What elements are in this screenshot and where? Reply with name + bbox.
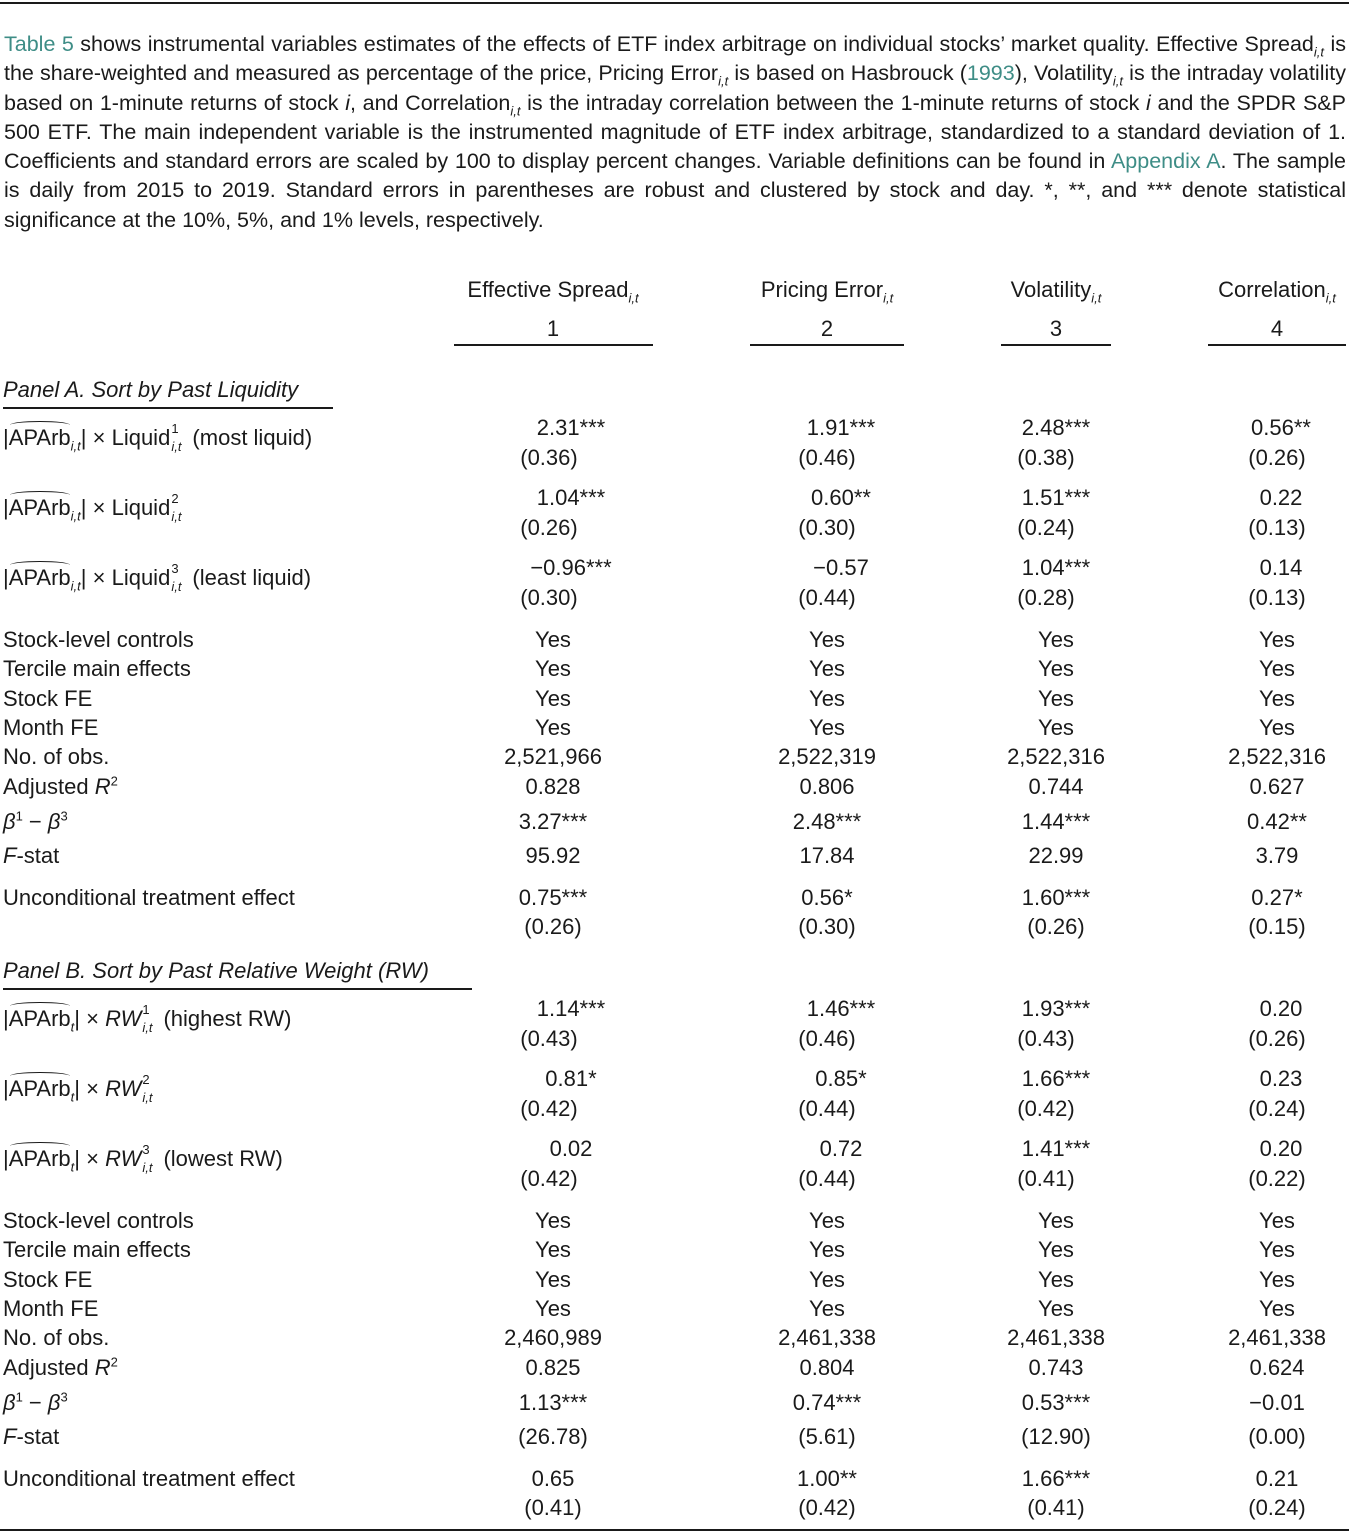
control-value: Yes (535, 627, 571, 652)
control-value: 2,522,316 (1007, 744, 1105, 770)
coefficient: 0.23 (1259, 1066, 1303, 1091)
control-value: Yes (535, 1237, 571, 1263)
unconditional-coef: 1.66*** (1021, 1465, 1091, 1491)
table-caption: Table 5 shows instrumental variables estimates of the effects of ETF index arbitrage on individual stocks’ market quality. Effective Spread$_{i,t}$ is the share-weighted and measured as percentage of the price, Pricing Error$_{i,t}$ is based on Hasbrouck (1993), Volatility$_{i,t}$ is the intraday volatility based on 1-minute returns of stock i, and Correlation$_{i,t}$ is the intraday correlation between the 1-minute returns of stock i and the SPDR S&P 500 ETF. The main independent variable is the instrumented magnitude of ETF index arbitrage, standardized to a standard deviation of 1. Coefficients and standard errors are scaled by 100 to display percent changes. Variable definitions can be found in Appendix A. The sample is daily from 2015 to 2019. Standard errors in parentheses are robust and clustered by stock and day. *, **, and *** denote statistical significance at the 10%, 5%, and 1% levels, respectively. (4, 32, 1347, 232)
control-value: Yes (809, 1266, 845, 1292)
row-label: |APArb$_{i,t}$| × Liquid 2 i,t (3, 491, 182, 524)
control-value: Yes (1038, 656, 1074, 682)
coefficient: 1.51*** (1021, 485, 1091, 510)
fstat-value: (0.00) (1248, 1423, 1306, 1449)
control-value: Yes (1259, 627, 1295, 652)
coefficient: 0.56** (1251, 415, 1311, 440)
control-label: Adjusted $R^2$ (3, 1354, 118, 1380)
column-number: 3 (1049, 316, 1063, 341)
panel-b-title-underline (3, 988, 472, 990)
column-header: Pricing Error$_{i,t}$ (760, 277, 894, 306)
control-value: Yes (1038, 685, 1074, 711)
control-value: 2,522,316 (1228, 744, 1326, 770)
control-value: Yes (535, 656, 571, 682)
beta-diff-value: 0.74*** (792, 1389, 862, 1415)
beta-diff-value: 2.48*** (792, 808, 862, 834)
control-value: Yes (1259, 1208, 1295, 1233)
standard-error: (0.30) (798, 515, 856, 540)
standard-error: (0.26) (1248, 1026, 1306, 1051)
standard-error: (0.24) (1248, 1096, 1306, 1121)
standard-error: (0.22) (1248, 1166, 1306, 1191)
beta-diff-value: 1.44*** (1021, 808, 1091, 834)
standard-error: (0.38) (1017, 445, 1075, 470)
coefficient: 1.93*** (1021, 996, 1091, 1021)
control-value: Yes (1038, 714, 1074, 740)
unconditional-coef: 0.75*** (518, 884, 588, 910)
standard-error: (0.42) (520, 1096, 578, 1121)
standard-error: (0.44) (798, 1096, 856, 1121)
control-value: Yes (809, 1295, 845, 1321)
coefficient: 1.46*** (806, 996, 876, 1021)
table-link[interactable]: Table 5 (4, 32, 74, 56)
control-label: Stock-level controls (3, 627, 194, 652)
standard-error: (0.41) (1017, 1166, 1075, 1191)
coefficient: 1.14*** (536, 996, 606, 1021)
unconditional-se: (0.24) (1248, 1494, 1306, 1520)
control-value: Yes (535, 685, 571, 711)
unconditional-se: (0.41) (524, 1494, 582, 1520)
control-value: Yes (535, 1266, 571, 1292)
unconditional-se: (0.26) (1027, 913, 1085, 939)
control-value: 2,521,966 (504, 744, 602, 770)
row-label: |APArb$_t$| × RW 2 i,t (3, 1072, 153, 1105)
standard-error: (0.28) (1017, 585, 1075, 610)
coefficient: 0.85* (815, 1066, 867, 1091)
standard-error: (0.42) (1017, 1096, 1075, 1121)
control-value: 2,461,338 (778, 1325, 876, 1351)
unconditional-label: Unconditional treatment effect (3, 1465, 295, 1491)
coefficient: 0.22 (1259, 485, 1303, 510)
fstat-label: F-stat (3, 1423, 60, 1449)
coefficient: 1.66*** (1021, 1066, 1091, 1091)
column-underline (1001, 344, 1111, 346)
control-label: Stock-level controls (3, 1208, 194, 1233)
coefficient: 1.41*** (1021, 1136, 1091, 1161)
column-header: Volatility$_{i,t}$ (1010, 277, 1102, 306)
control-value: Yes (809, 685, 845, 711)
fstat-value: 22.99 (1028, 842, 1084, 868)
control-value: Yes (1038, 1295, 1074, 1321)
control-label: Adjusted $R^2$ (3, 773, 118, 799)
standard-error: (0.13) (1248, 515, 1306, 540)
control-value: 0.804 (799, 1354, 855, 1380)
control-label: Month FE (3, 714, 99, 740)
control-value: Yes (1259, 685, 1295, 711)
control-value: 2,522,319 (778, 744, 876, 770)
control-label: Stock FE (3, 1266, 93, 1292)
control-label: No. of obs. (3, 744, 110, 770)
control-label: Stock FE (3, 685, 93, 711)
control-value: 2,460,989 (504, 1325, 602, 1351)
standard-error: (0.26) (1248, 445, 1306, 470)
panel-b-title: Panel B. Sort by Past Relative Weight (RW) (3, 958, 429, 983)
fstat-value: 17.84 (799, 842, 855, 868)
standard-error: (0.36) (520, 445, 578, 470)
unconditional-coef: 0.21 (1255, 1465, 1299, 1491)
control-value: 2,461,338 (1007, 1325, 1105, 1351)
bottom-rule (0, 1529, 1349, 1531)
column-header: Correlation$_{i,t}$ (1218, 277, 1336, 306)
column-underline (750, 344, 904, 346)
coefficient: 2.31*** (536, 415, 606, 440)
top-rule (0, 2, 1349, 4)
coefficient: 0.60** (811, 485, 871, 510)
panel-a-title-underline (3, 407, 333, 409)
control-value: Yes (809, 714, 845, 740)
beta-diff-value: −0.01 (1249, 1389, 1305, 1415)
unconditional-se: (0.41) (1027, 1494, 1085, 1520)
row-label: |APArb$_t$| × RW 3 i,t (lowest RW) (3, 1142, 283, 1175)
unconditional-coef: 0.65 (531, 1465, 575, 1491)
coefficient: 0.14 (1259, 555, 1303, 580)
control-label: No. of obs. (3, 1325, 110, 1351)
control-value: Yes (809, 1208, 845, 1233)
column-number: 2 (820, 316, 834, 341)
standard-error: (0.13) (1248, 585, 1306, 610)
control-value: Yes (1038, 1266, 1074, 1292)
control-value: Yes (809, 1237, 845, 1263)
beta-diff-value: 0.53*** (1021, 1389, 1091, 1415)
fstat-value: (5.61) (798, 1423, 856, 1449)
control-label: Tercile main effects (3, 656, 191, 682)
control-value: Yes (1038, 1237, 1074, 1263)
control-value: Yes (1038, 627, 1074, 652)
control-value: 0.627 (1249, 773, 1305, 799)
standard-error: (0.43) (520, 1026, 578, 1051)
row-label: |APArb$_t$| × RW 1 i,t (highest RW) (3, 1002, 292, 1035)
standard-error: (0.42) (520, 1166, 578, 1191)
fstat-value: 3.79 (1255, 842, 1299, 868)
beta-diff-label: $\beta^1 - \beta^3$ (3, 1389, 68, 1415)
coefficient: 1.04*** (536, 485, 606, 510)
row-label: |APArb$_{i,t}$| × Liquid 3 i,t (least liquid) (3, 561, 312, 594)
standard-error: (0.26) (520, 515, 578, 540)
unconditional-coef: 0.56* (801, 884, 853, 910)
control-value: Yes (1259, 714, 1295, 740)
coefficient: 1.91*** (806, 415, 876, 440)
column-number: 4 (1270, 316, 1284, 341)
control-value: 2,461,338 (1228, 1325, 1326, 1351)
appendix-link[interactable]: Appendix A (1110, 149, 1221, 174)
beta-diff-value: 0.42** (1247, 808, 1307, 834)
control-value: Yes (1038, 1208, 1074, 1233)
unconditional-label: Unconditional treatment effect (3, 884, 295, 910)
coefficient: 0.72 (819, 1136, 863, 1161)
column-underline (1208, 344, 1346, 346)
coefficient: 0.02 (549, 1136, 593, 1161)
control-value: 0.806 (799, 773, 855, 799)
beta-diff-value: 1.13*** (518, 1389, 588, 1415)
control-value: Yes (809, 656, 845, 682)
standard-error: (0.30) (520, 585, 578, 610)
beta-diff-value: 3.27*** (518, 808, 588, 834)
coefficient: 0.20 (1259, 996, 1303, 1021)
control-value: Yes (535, 1208, 571, 1233)
fstat-value: (12.90) (1021, 1423, 1091, 1449)
control-value: Yes (1259, 1237, 1295, 1263)
fstat-value: 95.92 (525, 842, 581, 868)
coefficient: 0.20 (1259, 1136, 1303, 1161)
beta-diff-label: $\beta^1 - \beta^3$ (3, 808, 68, 834)
control-value: 0.624 (1249, 1354, 1305, 1380)
unconditional-se: (0.42) (798, 1494, 856, 1520)
citation-link[interactable]: 1993 (966, 61, 1015, 86)
control-value: Yes (809, 627, 845, 652)
control-value: 0.743 (1028, 1354, 1084, 1380)
control-value: Yes (1259, 1295, 1295, 1321)
unconditional-se: (0.30) (798, 913, 856, 939)
fstat-label: F-stat (3, 842, 60, 868)
coefficient: 1.04*** (1021, 555, 1091, 580)
standard-error: (0.46) (798, 445, 856, 470)
control-label: Month FE (3, 1295, 99, 1321)
control-value: Yes (535, 714, 571, 740)
control-label: Tercile main effects (3, 1237, 191, 1263)
control-value: 0.744 (1028, 773, 1084, 799)
coefficient: −0.96*** (530, 555, 612, 580)
row-label: |APArb$_{i,t}$| × Liquid 1 i,t (most liquid) (3, 421, 313, 454)
unconditional-coef: 1.00** (797, 1465, 857, 1491)
column-header: Effective Spread$_{i,t}$ (467, 277, 639, 306)
coefficient: 0.81* (545, 1066, 597, 1091)
control-value: Yes (535, 1295, 571, 1321)
column-underline (454, 344, 653, 346)
control-value: 0.825 (525, 1354, 581, 1380)
fstat-value: (26.78) (518, 1423, 588, 1449)
coefficient: −0.57 (813, 555, 869, 580)
unconditional-se: (0.15) (1248, 913, 1306, 939)
column-number: 1 (546, 316, 560, 341)
standard-error: (0.44) (798, 1166, 856, 1191)
standard-error: (0.44) (798, 585, 856, 610)
control-value: Yes (1259, 1266, 1295, 1292)
control-value: 0.828 (525, 773, 581, 799)
unconditional-coef: 1.60*** (1021, 884, 1091, 910)
control-value: Yes (1259, 656, 1295, 682)
standard-error: (0.43) (1017, 1026, 1075, 1051)
panel-a-title: Panel A. Sort by Past Liquidity (3, 377, 299, 402)
standard-error: (0.24) (1017, 515, 1075, 540)
unconditional-se: (0.26) (524, 913, 582, 939)
unconditional-coef: 0.27* (1251, 884, 1303, 910)
standard-error: (0.46) (798, 1026, 856, 1051)
coefficient: 2.48*** (1021, 415, 1091, 440)
